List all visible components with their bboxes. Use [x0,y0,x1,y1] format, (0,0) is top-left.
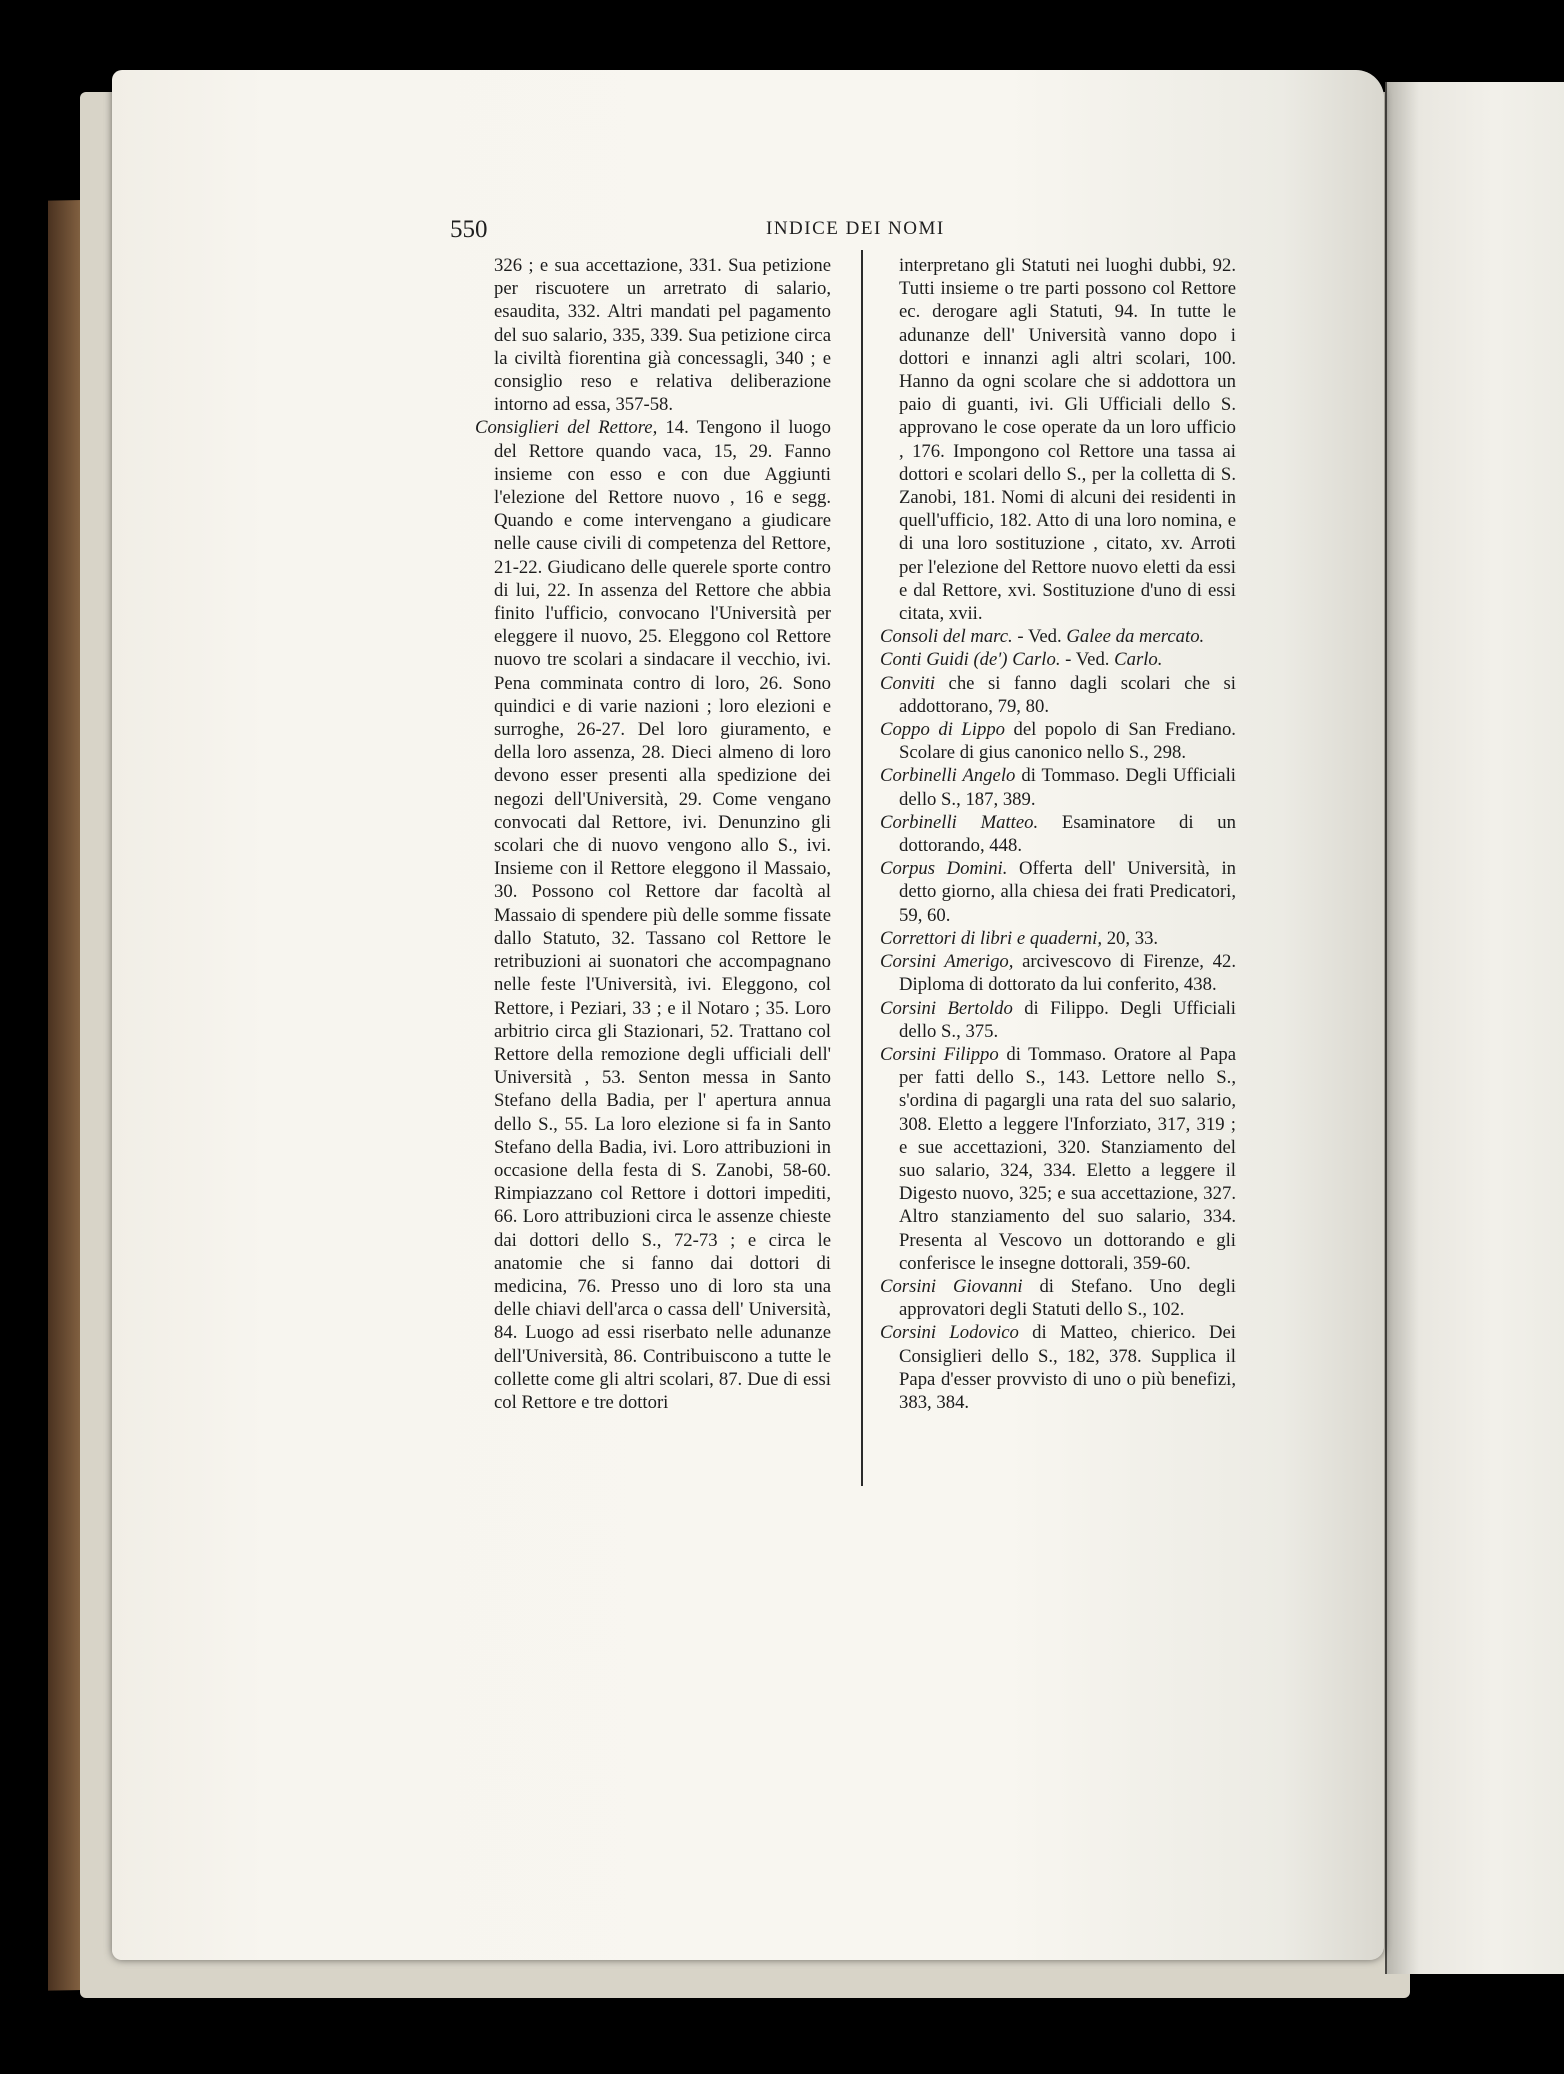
entry-text: di Matteo, chierico. Dei Consiglieri dello S., 182, 378. Supplica il Papa d'esser provvisto di uno o più benefizi, 383, 384. [899,1322,1236,1413]
entry-text: arcivescovo di Firenze, 42. Diploma di dottorato da lui conferito, 438. [899,951,1236,996]
entry-text: di Stefano. Uno degli approvatori degli Statuti dello S., 102. [899,1275,1237,1321]
page-number: 550 [450,216,488,243]
index-entry [880,811,1236,857]
entry-term: Corpus Domini. [880,858,1008,880]
entry-term: Corsini Amerigo, [880,951,1014,973]
index-entry [880,672,1236,718]
index-entry [880,927,1236,950]
index-continuation: interpretano gli Statuti nei luoghi dubbi, 92. Tutti insieme o tre parti possono col Rettore ec. derogare agli Statuti, 94. In tutte le adunanze dell' Università vanno dopo i dottori e innanzi agli altri scolari, 100. Hanno da ogni scolare che si addottora un paio di guanti, ivi. Gli Ufficiali dello S. approvano le cose operate da un loro ufficio , 176. Impongono col Rettore una tassa ai dottori e scolari dello S., per la colletta di S. Zanobi, 181. Nomi di alcuni dei residenti in quell'ufficio, 182. Atto di una loro nomina, e di una loro sostituzione , citato, xv. Arroti per l'elezione del Rettore nuovo eletti da essi e dal Rettore, xvi. Sostituzione d'uno di essi citata, xvii. [899,255,1236,625]
index-entry [880,950,1236,996]
entry-term: Corsini Bertoldo [880,997,1013,1019]
index-entry [880,625,1236,648]
entry-text: Offerta dell' Università, in detto giorno, alla chiesa dei frati Predicatori, 59, 60. [899,858,1236,926]
entry-text: Esaminatore di un dottorando, 448. [899,811,1236,857]
entry-term: Corbinelli Matteo. [880,811,1039,833]
index-entry [880,1321,1236,1414]
running-head: INDICE DEI NOMI [766,218,945,239]
entry-text: di Tommaso. Oratore al Papa per fatti dello S., 143. Lettore nello S., s'ordina di pagargli una rata del suo salario, 308. Eletto a leggere l'Inforziato, 317, 319 ; e sue accettazioni, 320. Stanziamento del suo salario, 324, 334. Eletto a leggere il Digesto nuovo, 325; e sua accettazione, 327. Altro stanziamento del suo salario, 334. Presenta al Vescovo un dottorando e gli conferisce le insegne dottorali, 359-60. [899,1043,1237,1274]
index-entry [880,764,1236,810]
entry-text: che si fanno dagli scolari che si addottorano, 79, 80. [899,672,1236,717]
index-entry [880,648,1236,671]
index-entry [880,1043,1236,1275]
left-column [475,254,831,1414]
entry-text: - Ved. [1060,649,1115,671]
entry-term: Corsini Filippo [880,1043,999,1065]
index-entry [880,857,1236,927]
entry-ref: Carlo. [1114,649,1163,671]
column-rule [861,250,863,1486]
entry-text: 20, 33. [1102,927,1159,949]
entry-text: di Tommaso. Degli Ufficiali dello S., 187, 389. [899,765,1236,810]
facing-page [1385,82,1564,1974]
entry-term: Coppo di Lippo [880,719,1006,741]
index-entry [880,1275,1236,1321]
entry-term: Consiglieri del Rettore, [475,417,658,439]
entry-ref: Galee da mercato. [1066,626,1205,648]
entry-term: Corbinelli Angelo [880,765,1016,787]
entry-text: - Ved. [1012,626,1067,648]
entry-term: Consoli del marc. [880,626,1013,648]
entry-term: Conviti [880,672,936,694]
entry-term: Conti Guidi (de') Carlo. [880,649,1061,671]
entry-term: Corsini Lodovico [880,1322,1019,1344]
entry-text: del popolo di San Frediano. Scolare di gius canonico nello S., 298. [899,719,1236,764]
entry-text: 14. Tengono il luogo del Rettore quando vaca, 15, 29. Fanno insieme con esso e con due Aggiunti l'elezione del Rettore nuovo , 16 e segg. Quando e come intervengano a giudicare nelle cause civili di competenza del Rettore, 21-22. Giudicano delle querele sporte contro di lui, 22. In assenza del Rettore che abbia finito l'ufficio, convocano l'Università per eleggere il nuovo, 25. Eleggono col Rettore nuovo tre scolari a sindacare il vecchio, ivi. Pena comminata contro di loro, 26. Sono quindici e di varie nazioni ; loro elezioni e surroghe, 26-27. Del loro giuramento, e della loro assenza, 28. Dieci almeno di loro devono esser presenti alla spedizione dei negozi dell'Università, 29. Come vengano convocati dal Rettore, ivi. Denunzino gli scolari che di nuovo vengono allo S., ivi. Insieme con il Rettore eleggono il Massaio, 30. Possono col Rettore dar facoltà al Massaio di spendere più delle somme fissate dallo Statuto, 32. Tassano col Rettore le retribuzioni ai suonatori che accompagnano nelle feste l'Università, ivi. Eleggono, col Rettore, i Peziari, 33 ; e il Notaro ; 35. Loro arbitrio circa gli Stazionari, 52. Trattano col Rettore della remozione degli ufficiali dell' Università , 53. Senton messa in Santo Stefano della Badia, per l' apertura annua dello S., 55. La loro elezione si fa in Santo Stefano della Badia, ivi. Loro attribuzioni in occasione della festa di S. Zanobi, 58-60. Rimpiazzano col Rettore i dottori impediti, 66. Loro attribuzioni circa le assenze chieste dai dottori dello S., 72-73 ; e circa le anatomie che si fanno dai dottori di medicina, 76. Presso uno di loro sta una delle chiavi dell'arca o cassa dell' Università, 84. Luogo ad essi riserbato nelle adunanze dell'Università, 86. Contribuiscono a tutte le collette come gli altri scolari, 87. Due di essi col Rettore e tre dottori [494,417,831,1413]
entry-term: Corsini Giovanni [880,1275,1023,1297]
index-entry [475,416,831,1414]
index-entry [880,997,1236,1043]
index-continuation: 326 ; e sua accettazione, 331. Sua petizione per riscuotere un arretrato di salario, esaudita, 332. Altri mandati pel pagamento del suo salario, 335, 339. Sua petizione circa la civiltà fiorentina già concessagli, 340 ; e consiglio reso e relativa deliberazione intorno ad essa, 357-58. [494,255,831,416]
right-column [880,254,1236,1414]
entry-text: di Filippo. Degli Ufficiali dello S., 375. [899,997,1236,1042]
index-entry [880,718,1236,764]
entry-term: Correttori di libri e quaderni, [880,927,1103,949]
